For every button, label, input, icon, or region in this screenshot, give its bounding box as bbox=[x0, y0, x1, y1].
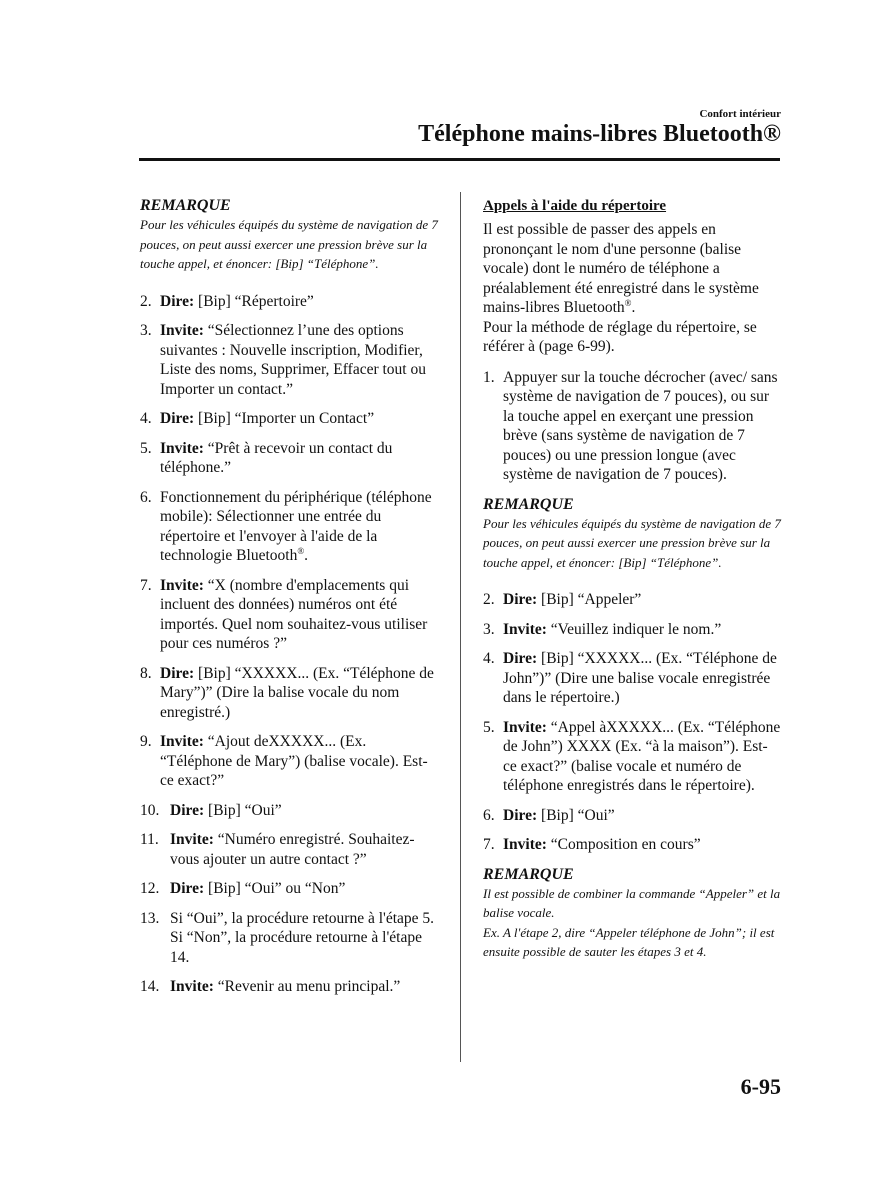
step-text: Fonctionnement du périphérique (téléphone mobile): Sélectionner une entrée du répertoire et l'envoyer à l'aide de la technologie Bluetooth bbox=[160, 488, 432, 564]
step-number: 5. bbox=[140, 439, 152, 457]
right-column bbox=[483, 196, 781, 962]
step-number: 4. bbox=[483, 650, 495, 667]
list-item bbox=[483, 718, 781, 796]
step-label: Dire: bbox=[160, 664, 195, 682]
step-label: Invite: bbox=[170, 978, 214, 995]
note-body: Pour les véhicules équipés du système de navigation de 7 pouces, on peut aussi exercer une pression brève sur la touche appel, et énoncer: [Bip] “Téléphone”. bbox=[140, 217, 438, 271]
step-label: Dire: bbox=[503, 806, 538, 824]
list-item bbox=[140, 292, 438, 312]
list-item bbox=[140, 977, 438, 997]
step-number: 9. bbox=[140, 733, 152, 750]
step-number: 2. bbox=[140, 292, 152, 310]
step-text: “Numéro enregistré. Souhaitez-vous ajouter un autre contact ?” bbox=[170, 831, 415, 868]
step-text: [Bip] “Oui” ou “Non” bbox=[204, 880, 346, 897]
step-label: Invite: bbox=[503, 836, 547, 853]
step-label: Dire: bbox=[160, 410, 195, 427]
step-number: 10. bbox=[140, 801, 160, 819]
list-item bbox=[140, 409, 438, 429]
note-title: REMARQUE bbox=[483, 865, 574, 883]
step-number: 12. bbox=[140, 880, 160, 897]
list-item bbox=[140, 488, 438, 566]
step-label: Invite: bbox=[170, 831, 214, 848]
note-body bbox=[483, 884, 781, 962]
step-label: Invite: bbox=[160, 439, 204, 457]
step-text: [Bip] “Oui” bbox=[204, 801, 282, 819]
intro-tail: . bbox=[631, 299, 636, 316]
step-number: 1. bbox=[483, 368, 495, 386]
step-label: Dire: bbox=[160, 292, 195, 310]
step-label: Invite: bbox=[503, 620, 547, 638]
step-text: [Bip] “Appeler” bbox=[537, 591, 642, 608]
list-item bbox=[140, 801, 438, 821]
step-list bbox=[483, 590, 781, 855]
step-number: 7. bbox=[140, 576, 152, 594]
intro-text-2: Pour la méthode de réglage du répertoire, se référer à (page 6-99). bbox=[483, 318, 757, 355]
step-text: “Revenir au menu principal.” bbox=[213, 978, 401, 995]
step-text: “Prêt à recevoir un contact du téléphone.” bbox=[160, 439, 393, 476]
step-label: Dire: bbox=[170, 801, 205, 819]
step-number: 6. bbox=[483, 806, 495, 824]
step-label: Invite: bbox=[503, 718, 547, 736]
step-text: [Bip] “Importer un Contact” bbox=[194, 410, 375, 427]
step-text-line2: Si “Non”, la procédure retourne à l'étape 14. bbox=[170, 929, 422, 966]
header-rule bbox=[139, 158, 780, 161]
step-text: [Bip] “XXXXX... (Ex. “Téléphone de Mary”)” (Dire la balise vocale du nom enregistré.) bbox=[160, 664, 434, 721]
step-number: 8. bbox=[140, 664, 152, 682]
list-item bbox=[140, 909, 438, 968]
list-item bbox=[483, 368, 781, 485]
note-text-2: Ex. A l'étape 2, dire “Appeler téléphone de John”; il est ensuite possible de sauter les étapes 3 et 4. bbox=[483, 924, 775, 959]
registered-mark: ® bbox=[297, 545, 305, 556]
list-item bbox=[140, 664, 438, 723]
list-item bbox=[140, 439, 438, 478]
step-text: “X (nombre d'emplacements qui incluent des données) numéros ont été importés. Quel nom souhaitez-vous utiliser pour ces numéros ?” bbox=[160, 576, 428, 652]
step-number: 4. bbox=[140, 410, 152, 427]
step-number: 11. bbox=[140, 831, 159, 848]
step-text: “Composition en cours” bbox=[546, 836, 701, 853]
intro-text: Il est possible de passer des appels en prononçant le nom d'une personne (balise vocale) dont le numéro de téléphone a préalablement été enregistré dans le système mains-libres Bluetooth bbox=[483, 221, 759, 316]
step-number: 7. bbox=[483, 836, 495, 853]
step-number: 14. bbox=[140, 978, 160, 995]
step-label: Invite: bbox=[160, 733, 204, 750]
left-column bbox=[140, 196, 438, 1007]
step-label: Dire: bbox=[503, 650, 538, 667]
step-number: 2. bbox=[483, 591, 495, 608]
note-text: Il est possible de combiner la commande “Appeler” et la balise vocale. bbox=[483, 885, 781, 920]
note-title: REMARQUE bbox=[483, 495, 574, 513]
step-text: [Bip] “Oui” bbox=[537, 806, 615, 824]
list-item bbox=[140, 830, 438, 869]
step-text: [Bip] “Répertoire” bbox=[194, 292, 314, 310]
registered-mark: ® bbox=[624, 297, 632, 308]
step-text: [Bip] “XXXXX... (Ex. “Téléphone de John”)” (Dire une balise vocale enregistrée dans le répertoire.) bbox=[503, 650, 777, 706]
step-text: “Veuillez indiquer le nom.” bbox=[546, 620, 722, 638]
list-item bbox=[140, 321, 438, 399]
note-title: REMARQUE bbox=[140, 197, 231, 214]
step-text: “Ajout deXXXXX... (Ex. “Téléphone de Mary”) (balise vocale). Est-ce exact?” bbox=[160, 733, 428, 789]
list-item bbox=[140, 576, 438, 654]
step-number: 5. bbox=[483, 718, 495, 736]
step-text-tail: . bbox=[304, 547, 309, 564]
step-list bbox=[483, 368, 781, 485]
list-item bbox=[483, 620, 781, 640]
note-body: Pour les véhicules équipés du système de navigation de 7 pouces, on peut aussi exercer une pression brève sur la touche appel, et énoncer: [Bip] “Téléphone”. bbox=[483, 515, 781, 570]
step-label: Invite: bbox=[160, 322, 204, 339]
step-text: Si “Oui”, la procédure retourne à l'étape 5. bbox=[170, 909, 435, 927]
step-number: 13. bbox=[140, 909, 160, 927]
section-heading: Appels à l'aide du répertoire bbox=[483, 198, 667, 214]
list-item bbox=[483, 806, 781, 826]
step-label: Invite: bbox=[160, 576, 204, 594]
list-item bbox=[140, 732, 438, 791]
step-number: 3. bbox=[483, 620, 495, 638]
step-text: “Sélectionnez l’une des options suivantes : Nouvelle inscription, Modifier, Liste des noms, Supprimer, Effacer tout ou Importer un contact.” bbox=[160, 322, 426, 398]
step-number: 6. bbox=[140, 488, 152, 506]
page-number: 6-95 bbox=[740, 1074, 781, 1099]
step-label: Dire: bbox=[170, 880, 205, 897]
intro-paragraph bbox=[483, 220, 781, 357]
list-item bbox=[483, 835, 781, 855]
list-item bbox=[483, 649, 781, 708]
page-title: Téléphone mains-libres Bluetooth® bbox=[418, 121, 781, 147]
list-item bbox=[483, 590, 781, 610]
column-divider bbox=[460, 192, 461, 1062]
step-number: 3. bbox=[140, 322, 152, 339]
step-text: “Appel àXXXXX... (Ex. “Téléphone de John”) XXXX (Ex. “à la maison”). Est-ce exact?” (balise vocale et numéro de téléphone enregistrés dans le répertoire). bbox=[503, 718, 781, 794]
list-item bbox=[140, 879, 438, 899]
step-label: Dire: bbox=[503, 591, 538, 608]
step-list bbox=[140, 292, 438, 997]
step-text: Appuyer sur la touche décrocher (avec/ sans système de navigation de 7 pouces), ou sur la touche appel en exerçant une pression brève (sans système de navigation de 7 pouces) ou une pression longue (avec système de navigation de 7 pouces). bbox=[503, 368, 778, 483]
section-label: Confort intérieur bbox=[699, 108, 781, 120]
